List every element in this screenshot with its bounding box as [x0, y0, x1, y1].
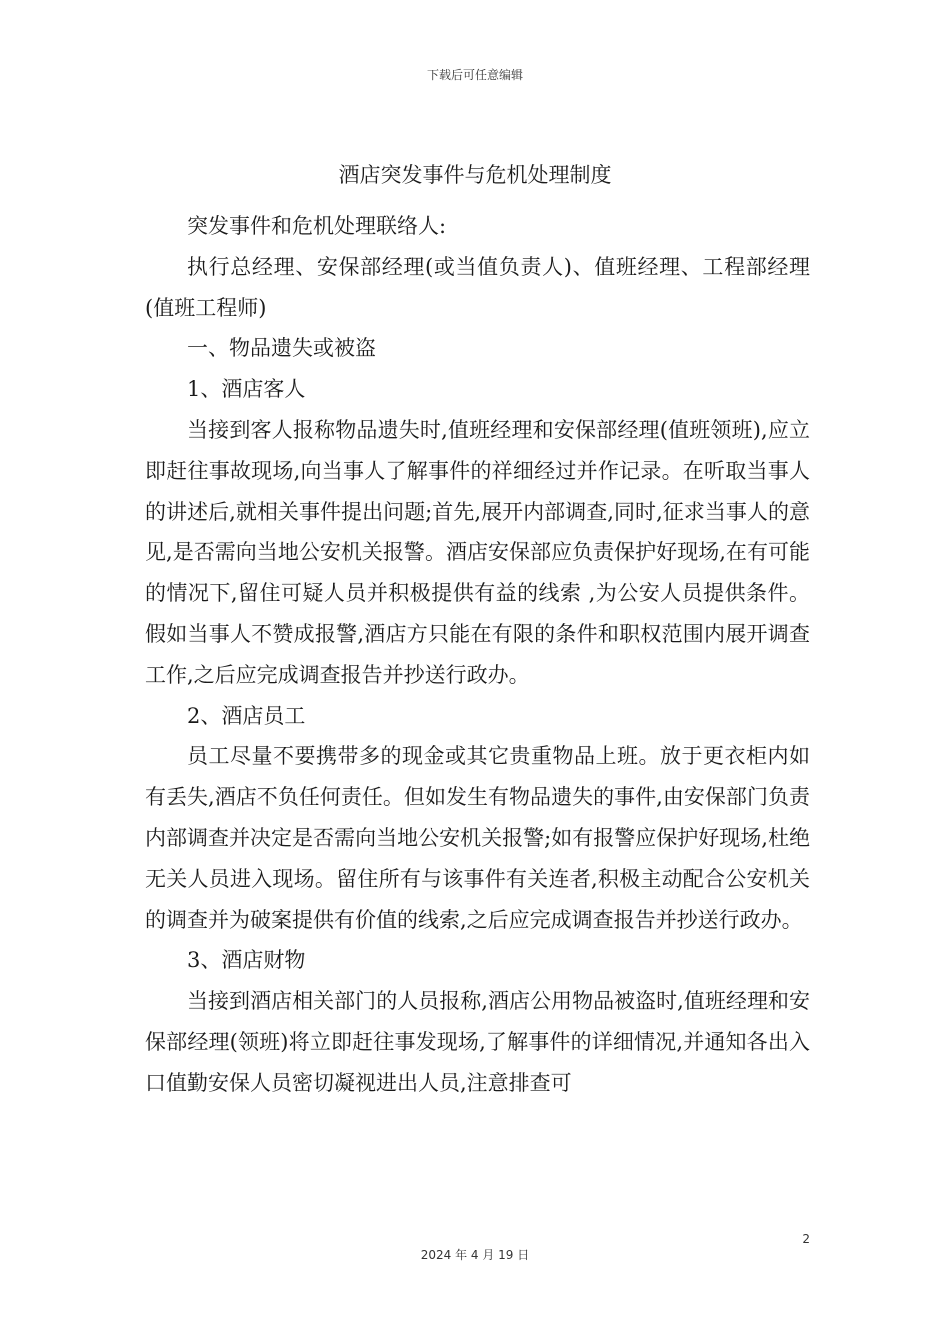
paragraph-contact-list: 执行总经理、安保部经理(或当值负责人)、值班经理、工程部经理(值班工程师) [145, 254, 810, 320]
subsection-heading-guests: 1、酒店客人 [187, 377, 306, 402]
document-title: 酒店突发事件与危机处理制度 [338, 163, 612, 187]
paragraph-guests: 当接到客人报称物品遗失时,值班经理和安保部经理(值班领班),应立即赶往事故现场,向当事人了解事件的祥细经过并作记录。在听取当事人的讲述后,就相关事件提出问题;首先,展开内部调查,同时,征求当事人的意见,是否需向当地公安机关报警。酒店安保部应负责保护好现场,在有可能的情况下,留住可疑人员并积极提供有益的线索 ,为公安人员提供条件。假如当事人不赞成报警,酒店方只能在有限的条件和职权范围内展开调查工作,之后应完成调查报告并抄送行政办。 [145, 417, 810, 687]
paragraph-property: 当接到酒店相关部门的人员报称,酒店公用物品被盗时,值班经理和安保部经理(领班)将立即赶往事发现场,了解事件的详细情况,并通知各出入口值勤安保人员密切凝视进出人员,注意排查可 [145, 989, 810, 1095]
footer-date: 2024 年 4 月 19 日 [420, 1248, 530, 1262]
section-heading-lost-stolen: 一、物品遗失或被盗 [187, 336, 376, 361]
page-number: 2 [802, 1232, 810, 1246]
subsection-heading-property: 3、酒店财物 [187, 948, 306, 973]
subsection-heading-staff: 2、酒店员工 [187, 703, 306, 728]
document-body [145, 206, 810, 1104]
paragraph-contact-heading: 突发事件和危机处理联络人: [187, 214, 447, 238]
header-note: 下载后可任意编辑 [426, 68, 523, 82]
paragraph-staff: 员工尽量不要携带多的现金或其它贵重物品上班。放于更衣柜内如有丢失,酒店不负任何责任。但如发生有物品遗失的事件,由安保部门负责内部调查并决定是否需向当地公安机关报警;如有报警应保护好现场,杜绝无关人员进入现场。留住所有与该事件有关连者,积极主动配合公安机关的调查并为破案提供有价值的线索,之后应完成调查报告并抄送行政办。 [145, 744, 810, 932]
